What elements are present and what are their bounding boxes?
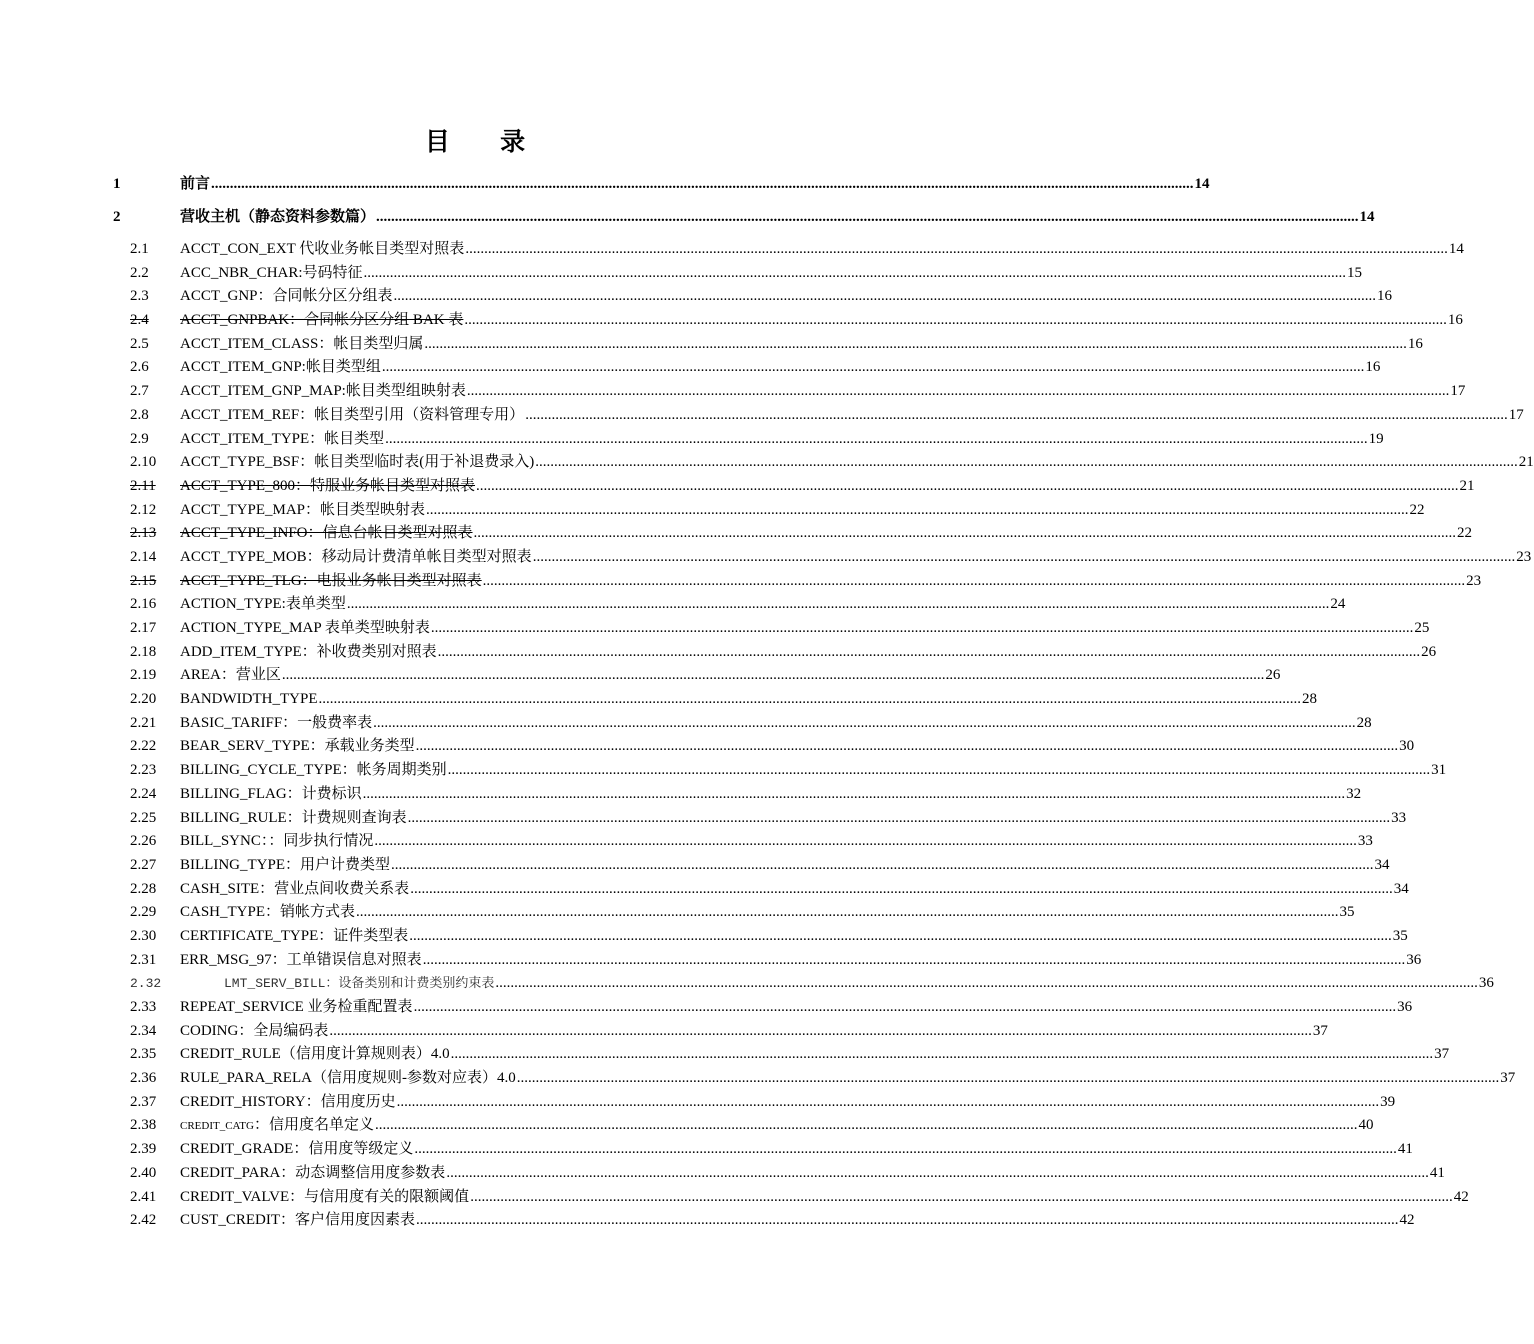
toc-entry[interactable]	[113, 735, 1415, 759]
toc-entry[interactable]	[113, 262, 1363, 286]
dot-leader	[394, 285, 1377, 309]
toc-entry-number: 2.15	[130, 572, 157, 589]
toc-entry-title: ACCT_TYPE_BSF：帐目类型临时表(用于补退费录入)	[180, 454, 535, 471]
toc-entry-page: 22	[1457, 525, 1473, 542]
toc-entry-page: 35	[1392, 927, 1408, 944]
toc-entry[interactable]	[113, 356, 1381, 380]
toc-entry-page: 21	[1518, 454, 1534, 471]
toc-entry-title: CREDIT_HISTORY：信用度历史	[180, 1093, 396, 1110]
toc-entry-page: 42	[1453, 1188, 1469, 1205]
dot-leader	[424, 333, 1407, 357]
toc-entry-number: 2.18	[130, 643, 157, 660]
toc-entry-page: 26	[1421, 643, 1437, 660]
toc-entry-title: ACCT_ITEM_CLASS：帐目类型归属	[180, 335, 424, 352]
dot-leader	[385, 428, 1368, 452]
toc-entry-page: 25	[1414, 620, 1430, 636]
dot-leader	[416, 1209, 1399, 1233]
toc-entry-page: 16	[1365, 359, 1381, 376]
toc-entry-title: ACCT_TYPE_MOB：移动局计费清单帐目类型对照表	[180, 548, 532, 565]
dot-leader	[467, 380, 1450, 404]
dot-leader	[376, 205, 1359, 229]
toc-entry-number: 2.28	[130, 880, 157, 897]
toc-entry-number: 2.32	[130, 976, 162, 992]
dot-leader	[525, 404, 1508, 428]
toc-entry-number: 2.10	[130, 454, 157, 471]
toc-entry[interactable]	[113, 854, 1390, 878]
toc-entry[interactable]	[113, 1067, 1516, 1091]
dot-leader	[347, 593, 1330, 617]
toc-entry-page: 41	[1429, 1164, 1445, 1181]
toc-entry-page: 14	[1194, 176, 1210, 192]
toc-entry-number: 2.37	[130, 1093, 157, 1110]
toc-entry-number: 2.29	[130, 904, 157, 921]
toc-entry-title: ACTION_TYPE:表单类型	[180, 596, 346, 613]
dot-leader	[410, 878, 1393, 902]
toc-entry-number: 2.27	[130, 856, 157, 873]
toc-entry-page: 32	[1346, 785, 1362, 802]
toc-entry[interactable]	[113, 641, 1437, 665]
toc-entry-number: 2.38	[130, 1117, 157, 1134]
toc-entry-page: 37	[1500, 1070, 1516, 1087]
toc-entry-title: CASH_SITE：营业点间收费关系表	[180, 880, 410, 897]
dot-leader	[414, 1138, 1397, 1162]
toc-entry-number: 2.11	[130, 477, 156, 494]
dot-leader	[329, 1020, 1312, 1044]
toc-entry-number: 2.14	[130, 548, 157, 565]
toc-entry[interactable]	[113, 522, 1473, 546]
dot-leader	[391, 854, 1374, 878]
toc-entry-page: 34	[1374, 856, 1390, 873]
dot-leader	[416, 735, 1399, 759]
toc-entry-title: CUST_CREDIT：客户信用度因素表	[180, 1212, 416, 1229]
toc-entry-number: 2.22	[130, 738, 157, 755]
toc-entry-title: CREDIT_GRADE：信用度等级定义	[180, 1141, 414, 1158]
dot-leader	[535, 451, 1518, 475]
toc-entry-number: 2	[113, 209, 121, 225]
toc-entry[interactable]	[113, 499, 1425, 523]
toc-entry-title: ERR_MSG_97：工单错误信息对照表	[180, 951, 422, 968]
toc-entry[interactable]	[113, 688, 1317, 712]
toc-entry-number: 2.17	[130, 620, 157, 636]
toc-entry-number: 2.23	[130, 762, 157, 779]
toc-entry[interactable]	[113, 451, 1534, 475]
dot-leader	[408, 807, 1391, 831]
toc-entry[interactable]	[113, 1114, 1374, 1138]
dot-leader	[495, 972, 1478, 996]
toc-entry-page: 23	[1466, 572, 1482, 589]
toc-entry[interactable]	[113, 925, 1408, 949]
toc-entry-title: 前言	[180, 176, 211, 192]
toc-entry[interactable]	[113, 1186, 1469, 1210]
toc-entry-title: ACCT_ITEM_GNP:帐目类型组	[180, 359, 381, 376]
toc-entry-number: 2.26	[130, 833, 157, 850]
toc-entry-page: 26	[1265, 667, 1281, 684]
toc-entry-title	[180, 1114, 374, 1139]
toc-entry-title: BILLING_CYCLE_TYPE：帐务周期类别	[180, 762, 447, 779]
toc-entry-title: ACCT_ITEM_REF：帐目类型引用（资料管理专用）	[180, 406, 525, 423]
toc-entry-number: 2.36	[130, 1070, 157, 1087]
toc-entry-number: 2.9	[130, 430, 149, 447]
dot-leader	[211, 172, 1194, 196]
toc-entry-page: 36	[1478, 975, 1494, 992]
toc-entry-title-rest: ：信用度名单定义	[253, 1117, 374, 1134]
toc-entry-page: 37	[1434, 1046, 1450, 1063]
toc-entry[interactable]	[113, 878, 1409, 902]
dot-leader	[356, 901, 1339, 925]
dot-leader	[409, 925, 1392, 949]
toc-entry-page: 42	[1399, 1212, 1415, 1229]
toc-entry-number: 1	[113, 176, 121, 192]
dot-leader	[414, 996, 1397, 1020]
dot-leader	[375, 1114, 1358, 1138]
toc-entry-page: 22	[1409, 501, 1425, 518]
toc-entry-number: 2.39	[130, 1141, 157, 1158]
toc-entry-page: 16	[1377, 288, 1393, 305]
dot-leader	[517, 1067, 1500, 1091]
toc-entry-title: CREDIT_PARA：动态调整信用度参数表	[180, 1164, 446, 1181]
page-title: 目 录	[424, 129, 548, 156]
toc-entry-number: 2.8	[130, 406, 149, 423]
toc-entry-page: 30	[1399, 738, 1415, 755]
toc-entry[interactable]	[113, 333, 1423, 357]
toc-entry-number: 2.16	[130, 596, 157, 613]
toc-entry-page: 16	[1407, 335, 1423, 352]
toc-entry-number: 2.34	[130, 1022, 157, 1039]
toc-entry-page: 36	[1406, 951, 1422, 968]
dot-leader	[465, 238, 1448, 262]
dot-leader	[364, 262, 1347, 286]
toc-entry-number: 2.42	[130, 1212, 157, 1229]
toc-entry-number: 2.41	[130, 1188, 157, 1205]
toc-entry-page: 24	[1330, 596, 1346, 613]
toc-entry-number: 2.30	[130, 927, 157, 944]
toc-entry[interactable]	[113, 996, 1413, 1020]
toc-entry-title: 营收主机（静态资料参数篇）	[180, 209, 376, 225]
toc-entry-page: 37	[1312, 1022, 1328, 1039]
toc-entry[interactable]	[113, 1162, 1445, 1186]
toc-entry-page: 28	[1301, 691, 1317, 708]
toc-entry-title: BASIC_TARIFF：一般费率表	[180, 714, 373, 731]
toc-entry[interactable]	[113, 570, 1482, 594]
dot-leader	[423, 949, 1406, 973]
toc-entry-title: ACCT_TYPE_INFO：信息台帐目类型对照表	[180, 525, 473, 542]
dot-leader	[474, 522, 1457, 546]
toc-entry-title: ACCT_TYPE_TLG：电报业务帐目类型对照表	[180, 572, 482, 589]
toc-entry-number: 2.35	[130, 1046, 157, 1063]
toc-entry-title: REPEAT_SERVICE 业务检重配置表	[180, 999, 413, 1015]
dot-leader	[451, 1043, 1434, 1067]
toc-entry-number: 2.19	[130, 667, 157, 684]
dot-leader	[533, 546, 1516, 570]
toc-entry-page: 15	[1347, 264, 1363, 281]
toc-entry[interactable]	[113, 1138, 1413, 1162]
toc-entry[interactable]	[113, 664, 1281, 688]
toc-entry-page: 35	[1339, 904, 1355, 921]
toc-entry[interactable]	[113, 901, 1355, 925]
toc-entry[interactable]	[113, 404, 1524, 428]
toc-entry-number: 2.24	[130, 785, 157, 802]
toc-entry-page: 34	[1393, 880, 1409, 897]
toc-entry-title: BILLING_FLAG：计费标识	[180, 785, 362, 802]
toc-entry-title: BILLING_TYPE：用户计费类型	[180, 856, 390, 873]
dot-leader	[446, 1162, 1429, 1186]
toc-entry-title: RULE_PARA_RELA（信用度规则-参数对应表）4.0	[180, 1070, 516, 1087]
toc-entry[interactable]	[113, 1209, 1415, 1233]
toc-entry-number: 2.7	[130, 383, 149, 400]
toc-entry[interactable]	[113, 949, 1422, 973]
toc-entry-number: 2.5	[130, 335, 149, 352]
toc-entry-page: 16	[1447, 312, 1463, 329]
toc-entry-title-code: CREDIT_CATG	[180, 1120, 254, 1133]
toc-entry-number: 2.12	[130, 501, 157, 518]
toc-entry[interactable]	[113, 783, 1362, 807]
toc-entry-title: ACCT_TYPE_800：特服业务帐目类型对照表	[180, 477, 476, 494]
toc-entry-page: 21	[1459, 477, 1475, 494]
toc-entry-page: 36	[1397, 999, 1413, 1015]
dot-leader	[373, 712, 1356, 736]
toc-entry-page: 17	[1508, 406, 1524, 423]
toc-entry[interactable]	[113, 1020, 1328, 1044]
toc-entry[interactable]	[113, 830, 1373, 854]
toc-entry-title: LMT_SERV_BILL：设备类别和计费类别约束表	[224, 976, 495, 992]
toc-entry-title: ACC_NBR_CHAR:号码特征	[180, 264, 363, 281]
dot-leader	[476, 475, 1459, 499]
toc-entry[interactable]	[113, 380, 1466, 404]
toc-entry-number: 2.20	[130, 691, 157, 708]
toc-entry-title: CERTIFICATE_TYPE：证件类型表	[180, 927, 409, 944]
toc-entry-page: 33	[1357, 833, 1373, 850]
toc-entry-number: 2.31	[130, 951, 157, 968]
toc-entry[interactable]	[113, 428, 1384, 452]
toc-entry[interactable]	[113, 475, 1475, 499]
toc-entry-number: 2.21	[130, 714, 157, 731]
toc-entry-title: BEAR_SERV_TYPE：承载业务类型	[180, 738, 415, 755]
toc-entry-title: BILL_SYNC：：同步执行情况	[180, 833, 374, 850]
toc-entry-number: 2.4	[130, 312, 149, 329]
toc-entry-title: ACCT_GNP：合同帐分区分组表	[180, 288, 393, 305]
toc-entry[interactable]	[113, 617, 1430, 641]
toc-entry-number: 2.6	[130, 359, 149, 376]
toc-entry-page: 33	[1391, 809, 1407, 826]
dot-leader	[438, 641, 1421, 665]
toc-entry-page: 41	[1397, 1141, 1413, 1158]
toc-entry[interactable]	[113, 205, 1375, 238]
toc-entry-title: CREDIT_VALVE：与信用度有关的限额阈值	[180, 1188, 470, 1205]
toc-entry-page: 14	[1359, 209, 1375, 225]
toc-entry-number: 2.40	[130, 1164, 157, 1181]
toc-entry[interactable]	[113, 759, 1447, 783]
toc-entry-title: AREA：营业区	[180, 667, 281, 684]
toc-entry[interactable]	[113, 309, 1463, 333]
dot-leader	[318, 688, 1301, 712]
toc-entry[interactable]	[113, 972, 1494, 996]
toc-entry[interactable]	[113, 285, 1393, 309]
toc-entry-title: ADD_ITEM_TYPE：补收费类别对照表	[180, 643, 437, 660]
toc-entry-page: 17	[1450, 383, 1466, 400]
toc-entry-page: 39	[1380, 1093, 1396, 1110]
toc-entry[interactable]	[113, 1043, 1450, 1067]
dot-leader	[470, 1186, 1453, 1210]
toc-entry-page: 40	[1358, 1117, 1374, 1134]
toc-entry[interactable]	[113, 546, 1532, 570]
toc-entry-title: BANDWIDTH_TYPE	[180, 691, 318, 708]
toc-entry-page: 28	[1356, 714, 1372, 731]
dot-leader	[363, 783, 1346, 807]
toc-entry-title: ACTION_TYPE_MAP 表单类型映射表	[180, 620, 430, 636]
toc-entry-number: 2.13	[130, 525, 157, 542]
toc-entry[interactable]	[113, 712, 1372, 736]
dot-leader	[282, 664, 1265, 688]
toc-entry[interactable]	[113, 807, 1407, 831]
dot-leader	[374, 830, 1357, 854]
toc-entry[interactable]	[113, 172, 1210, 205]
toc-entry-number: 2.2	[130, 264, 149, 281]
toc-entry-title: ACCT_CON_EXT 代收业务帐目类型对照表	[180, 241, 465, 257]
dot-leader	[431, 617, 1414, 641]
toc-entry-title: ACCT_ITEM_GNP_MAP:帐目类型组映射表	[180, 383, 466, 400]
dot-leader	[448, 759, 1431, 783]
toc-entry-title: CREDIT_RULE（信用度计算规则表）4.0	[180, 1046, 450, 1063]
toc-entry-title: BILLING_RULE：计费规则查询表	[180, 809, 407, 826]
dot-leader	[397, 1091, 1380, 1115]
toc-entry-title: ACCT_GNPBAK：合同帐分区分组 BAK 表	[180, 312, 464, 329]
toc-entry-number: 2.1	[130, 241, 149, 257]
toc-entry-title: ACCT_TYPE_MAP：帐目类型映射表	[180, 501, 426, 518]
dot-leader	[483, 570, 1466, 594]
toc-entry[interactable]	[113, 238, 1464, 262]
dot-leader	[426, 499, 1409, 523]
toc-entry-title: ACCT_ITEM_TYPE：帐目类型	[180, 430, 385, 447]
toc-entry[interactable]	[113, 1091, 1396, 1115]
toc-entry-page: 23	[1516, 548, 1532, 565]
dot-leader	[464, 309, 1447, 333]
toc-entry[interactable]	[113, 593, 1346, 617]
toc-entry-title: CASH_TYPE：销帐方式表	[180, 904, 356, 921]
toc-entry-number: 2.25	[130, 809, 157, 826]
toc-entry-page: 14	[1448, 241, 1464, 257]
toc-entry-page: 19	[1368, 430, 1384, 447]
toc-entry-number: 2.33	[130, 999, 157, 1015]
toc-entry-page: 31	[1431, 762, 1447, 779]
table-of-contents	[113, 172, 1534, 1233]
toc-entry-title: CODING：全局编码表	[180, 1022, 329, 1039]
dot-leader	[382, 356, 1365, 380]
toc-entry-number: 2.3	[130, 288, 149, 305]
